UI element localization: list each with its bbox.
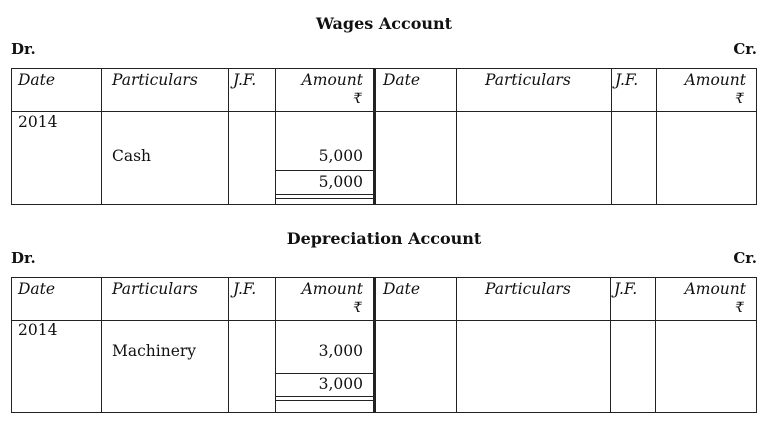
col-amount-debit: Amount	[301, 71, 363, 89]
col-amount-credit: Amount	[684, 280, 746, 298]
total-rule	[275, 170, 373, 171]
double-rule-top	[275, 396, 373, 397]
col-date-credit: Date	[383, 280, 421, 298]
double-rule-bottom	[275, 400, 373, 401]
credit-label: Cr.	[733, 249, 757, 267]
rupee-symbol: ₹	[735, 91, 744, 107]
col-date-debit: Date	[18, 280, 56, 298]
entry-year: 2014	[18, 113, 58, 131]
col-jf-debit: J.F.	[233, 280, 257, 298]
col-amount-credit: Amount	[684, 71, 746, 89]
col-date-debit: Date	[18, 71, 56, 89]
double-rule-bottom	[275, 198, 373, 199]
header-separator	[12, 111, 756, 112]
account-title: Depreciation Account	[286, 229, 482, 248]
total-rule	[275, 373, 373, 374]
header-separator	[12, 320, 756, 321]
double-rule-top	[275, 194, 373, 195]
entry-amount: 3,000	[318, 342, 363, 360]
col-jf-credit: J.F.	[615, 71, 639, 89]
rupee-symbol: ₹	[735, 300, 744, 316]
col-jf-credit: J.F.	[614, 280, 638, 298]
col-particulars-debit: Particulars	[112, 280, 198, 298]
col-particulars-credit: Particulars	[485, 280, 571, 298]
ledger-table-depreciation	[11, 277, 757, 413]
col-particulars-credit: Particulars	[485, 71, 571, 89]
entry-particulars: Machinery	[112, 342, 197, 360]
entry-total: 5,000	[318, 173, 363, 191]
entry-total: 3,000	[318, 375, 363, 393]
entry-amount: 5,000	[318, 147, 363, 165]
debit-label: Dr.	[11, 249, 36, 267]
col-particulars-debit: Particulars	[112, 71, 198, 89]
entry-particulars: Cash	[112, 147, 152, 165]
credit-label: Cr.	[733, 40, 757, 58]
ledger-table-wages	[11, 68, 757, 205]
account-title: Wages Account	[315, 14, 453, 33]
entry-year: 2014	[18, 321, 58, 339]
rupee-symbol: ₹	[353, 91, 362, 107]
col-jf-debit: J.F.	[233, 71, 257, 89]
rupee-symbol: ₹	[353, 300, 362, 316]
col-date-credit: Date	[383, 71, 421, 89]
col-amount-debit: Amount	[301, 280, 363, 298]
debit-label: Dr.	[11, 40, 36, 58]
